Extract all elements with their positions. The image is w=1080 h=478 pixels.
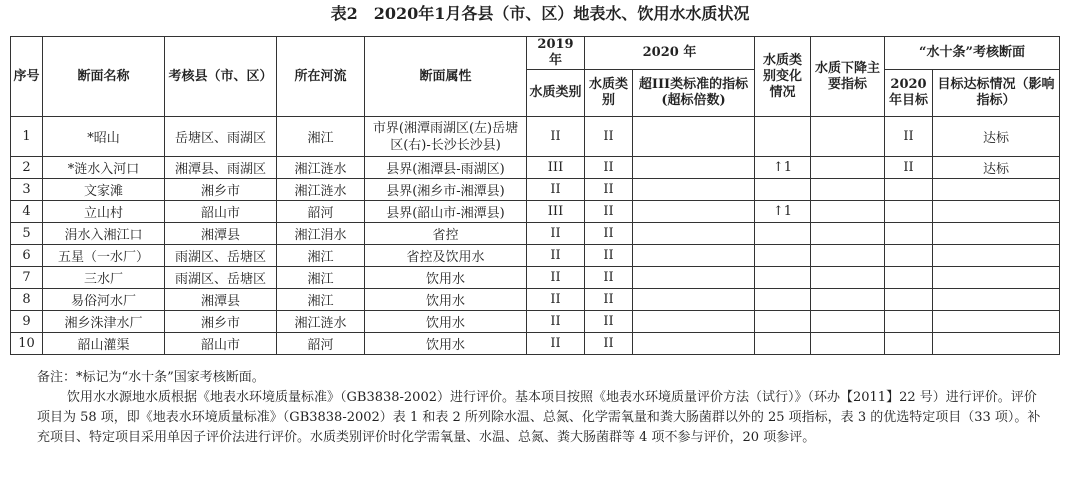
- cell-drop: [811, 267, 885, 289]
- cell-exceed: [633, 157, 755, 179]
- cell-river: 湘江涟水: [277, 311, 365, 333]
- table-row: [11, 157, 1060, 179]
- cell-attr: 饮用水: [365, 289, 527, 311]
- header-county: 考核县（市、区）: [165, 37, 277, 117]
- cell-drop: [811, 179, 885, 201]
- cell-river: 湘江: [277, 117, 365, 157]
- table-title: 表2 2020年1月各县（市、区）地表水、饮用水水质状况: [330, 4, 750, 23]
- cell-attr: 省控及饮用水: [365, 245, 527, 267]
- cell-wq-2020: II: [585, 157, 633, 179]
- cell-wq-2020: II: [585, 245, 633, 267]
- cell-name: 湘乡洙津水厂: [43, 311, 165, 333]
- cell-wq-2019: III: [527, 157, 585, 179]
- table-row: [11, 179, 1060, 201]
- cell-county: 岳塘区、雨湖区: [165, 117, 277, 157]
- cell-county: 湘潭县、雨湖区: [165, 157, 277, 179]
- table-row: [11, 311, 1060, 333]
- cell-name: 五星（一水厂）: [43, 245, 165, 267]
- cell-river: 湘江涓水: [277, 223, 365, 245]
- table-row: [11, 245, 1060, 267]
- cell-target: [885, 267, 933, 289]
- cell-name: 易俗河水厂: [43, 289, 165, 311]
- header-exceed: 超III类标准的指标(超标倍数): [633, 70, 755, 117]
- header-attr: 断面属性: [365, 37, 527, 117]
- header-drop: 水质下降主要指标: [811, 37, 885, 117]
- cell-wq-2019: II: [527, 117, 585, 157]
- cell-change: [755, 267, 811, 289]
- cell-seq: 6: [11, 245, 43, 267]
- cell-attr: 饮用水: [365, 267, 527, 289]
- cell-wq-2020: II: [585, 223, 633, 245]
- cell-status: [933, 333, 1060, 355]
- cell-exceed: [633, 267, 755, 289]
- cell-target: [885, 245, 933, 267]
- cell-river: 湘江涟水: [277, 157, 365, 179]
- cell-river: 湘江涟水: [277, 179, 365, 201]
- cell-wq-2019: II: [527, 333, 585, 355]
- cell-county: 雨湖区、岳塘区: [165, 267, 277, 289]
- cell-change: [755, 289, 811, 311]
- cell-drop: [811, 333, 885, 355]
- cell-status: [933, 179, 1060, 201]
- cell-wq-2019: II: [527, 223, 585, 245]
- header-name: 断面名称: [43, 37, 165, 117]
- cell-drop: [811, 311, 885, 333]
- cell-drop: [811, 289, 885, 311]
- header-target-2020: 2020 年目标: [885, 70, 933, 117]
- cell-drop: [811, 157, 885, 179]
- cell-county: 湘潭县: [165, 289, 277, 311]
- cell-county: 湘乡市: [165, 179, 277, 201]
- cell-exceed: [633, 117, 755, 157]
- cell-target: [885, 289, 933, 311]
- cell-name: 文家滩: [43, 179, 165, 201]
- water-quality-table: [10, 36, 1060, 355]
- cell-target: II: [885, 117, 933, 157]
- cell-name: 立山村: [43, 201, 165, 223]
- cell-wq-2019: II: [527, 267, 585, 289]
- cell-name: *涟水入河口: [43, 157, 165, 179]
- cell-attr: 省控: [365, 223, 527, 245]
- cell-seq: 2: [11, 157, 43, 179]
- cell-exceed: [633, 333, 755, 355]
- cell-status: [933, 223, 1060, 245]
- cell-county: 韶山市: [165, 201, 277, 223]
- cell-status: [933, 245, 1060, 267]
- table-row: [11, 117, 1060, 157]
- cell-river: 湘江: [277, 245, 365, 267]
- cell-name: *昭山: [43, 117, 165, 157]
- cell-wq-2020: II: [585, 333, 633, 355]
- cell-seq: 1: [11, 117, 43, 157]
- cell-change: [755, 223, 811, 245]
- cell-river: 韶河: [277, 333, 365, 355]
- cell-change: [755, 311, 811, 333]
- cell-river: 湘江: [277, 289, 365, 311]
- cell-wq-2020: II: [585, 201, 633, 223]
- table-row: [11, 223, 1060, 245]
- cell-status: [933, 267, 1060, 289]
- cell-seq: 10: [11, 333, 43, 355]
- cell-drop: [811, 245, 885, 267]
- cell-status: [933, 289, 1060, 311]
- cell-drop: [811, 201, 885, 223]
- note-evaluation: 饮用水水源地水质根据《地表水环境质量标准》（GB3838-2002）进行评价。基本项目按照《地表水环境质量评价方法（试行）》（环办【2011】22 号）进行评价。评价项目为 58 项，即《地表水环境质量标准》（GB3838-2002）表 1 和表 2 所列除水温、总氮、化学需氧量和粪大肠菌群以外的 25 项指标，表 3 的优选特定项目（33 项）。补充项目、特定项目采用单因子评价法进行评价。水质类别评价时化学需氧量、水温、总氮、粪大肠菌群等 4 项不参与评价，20 项参评。: [37, 390, 1041, 445]
- cell-change: [755, 179, 811, 201]
- header-change: 水质类别变化情况: [755, 37, 811, 117]
- cell-target: [885, 179, 933, 201]
- cell-wq-2019: II: [527, 245, 585, 267]
- cell-wq-2019: II: [527, 289, 585, 311]
- cell-change: [755, 333, 811, 355]
- cell-change: ↑1: [755, 157, 811, 179]
- cell-seq: 7: [11, 267, 43, 289]
- cell-change: ↑1: [755, 201, 811, 223]
- cell-name: 三水厂: [43, 267, 165, 289]
- cell-river: 韶河: [277, 201, 365, 223]
- cell-status: [933, 311, 1060, 333]
- table-row: [11, 201, 1060, 223]
- cell-target: [885, 201, 933, 223]
- cell-attr: 县界(湘乡市-湘潭县): [365, 179, 527, 201]
- cell-exceed: [633, 311, 755, 333]
- header-wq-2020: 水质类别: [585, 70, 633, 117]
- header-2020: 2020 年: [585, 37, 755, 70]
- cell-wq-2019: II: [527, 311, 585, 333]
- header-status: 目标达标情况（影响指标）: [933, 70, 1060, 117]
- cell-drop: [811, 117, 885, 157]
- cell-wq-2019: III: [527, 201, 585, 223]
- cell-exceed: [633, 223, 755, 245]
- cell-target: [885, 333, 933, 355]
- cell-river: 湘江: [277, 267, 365, 289]
- cell-drop: [811, 223, 885, 245]
- table-row: [11, 289, 1060, 311]
- cell-wq-2020: II: [585, 179, 633, 201]
- cell-seq: 4: [11, 201, 43, 223]
- cell-attr: 饮用水: [365, 333, 527, 355]
- cell-county: 湘乡市: [165, 311, 277, 333]
- cell-seq: 3: [11, 179, 43, 201]
- cell-seq: 5: [11, 223, 43, 245]
- cell-status: 达标: [933, 117, 1060, 157]
- cell-county: 雨湖区、岳塘区: [165, 245, 277, 267]
- cell-change: [755, 245, 811, 267]
- header-ten-clauses: “水十条”考核断面: [885, 37, 1060, 70]
- cell-name: 涓水入湘江口: [43, 223, 165, 245]
- notes-section: [37, 368, 1047, 448]
- cell-attr: 县界(湘潭县-雨湖区): [365, 157, 527, 179]
- cell-exceed: [633, 245, 755, 267]
- cell-change: [755, 117, 811, 157]
- cell-target: II: [885, 157, 933, 179]
- header-2019: 2019 年: [527, 37, 585, 70]
- cell-attr: 县界(韶山市-湘潭县): [365, 201, 527, 223]
- cell-exceed: [633, 201, 755, 223]
- table-row: [11, 333, 1060, 355]
- cell-wq-2020: II: [585, 267, 633, 289]
- cell-target: [885, 311, 933, 333]
- cell-target: [885, 223, 933, 245]
- note-marker: 备注：*标记为“水十条”国家考核断面。: [37, 370, 265, 385]
- cell-wq-2020: II: [585, 289, 633, 311]
- cell-county: 韶山市: [165, 333, 277, 355]
- cell-exceed: [633, 179, 755, 201]
- cell-county: 湘潭县: [165, 223, 277, 245]
- cell-attr: 饮用水: [365, 311, 527, 333]
- cell-name: 韶山灌渠: [43, 333, 165, 355]
- cell-wq-2020: II: [585, 311, 633, 333]
- cell-exceed: [633, 289, 755, 311]
- header-river: 所在河流: [277, 37, 365, 117]
- table-row: [11, 267, 1060, 289]
- cell-status: [933, 201, 1060, 223]
- cell-attr: 市界(湘潭雨湖区(左)岳塘区(右)-长沙长沙县): [365, 117, 527, 157]
- cell-seq: 8: [11, 289, 43, 311]
- header-wq-2019: 水质类别: [527, 70, 585, 117]
- cell-wq-2019: II: [527, 179, 585, 201]
- cell-wq-2020: II: [585, 117, 633, 157]
- cell-status: 达标: [933, 157, 1060, 179]
- cell-seq: 9: [11, 311, 43, 333]
- header-seq: 序号: [11, 37, 43, 117]
